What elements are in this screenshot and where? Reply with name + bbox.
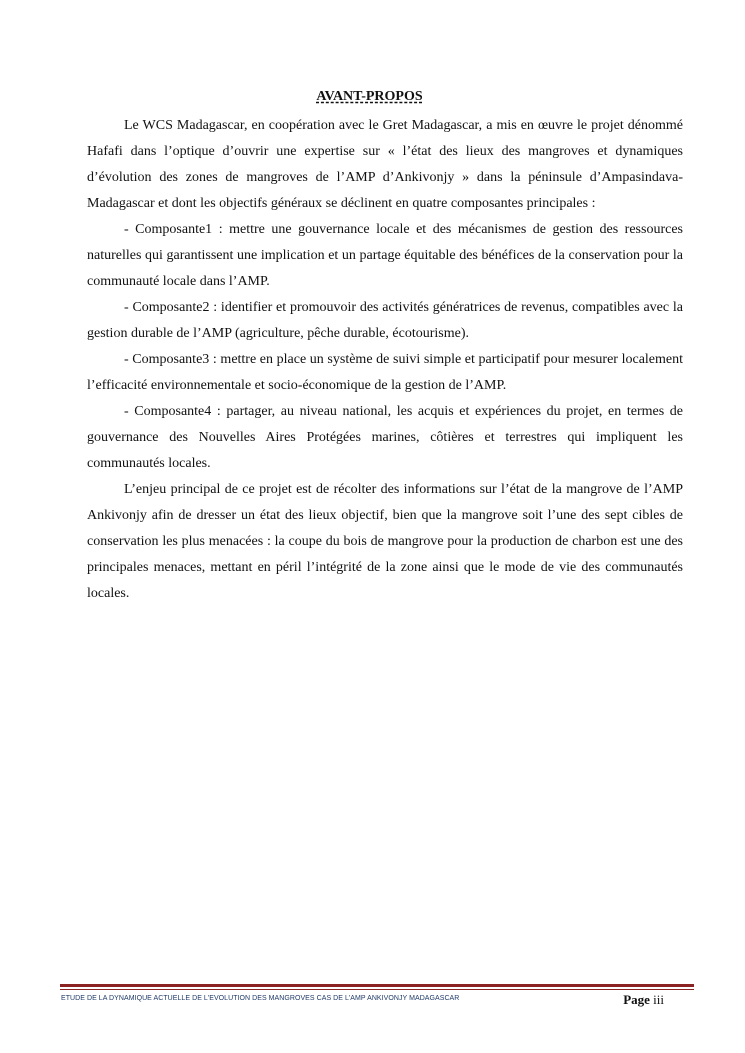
page-number-block — [623, 992, 664, 1008]
footer-rule-thick — [60, 984, 694, 987]
page-label: Page — [623, 992, 650, 1007]
intro-paragraph: Le WCS Madagascar, en coopération avec le Gret Madagascar, a mis en œuvre le projet dénommé Hafafi dans l’optique d’ouvrir une expertise sur « l’état des lieux des mangroves et dynamiques d’évolution des zones de mangroves de l’AMP d’Ankivonjy » dans la péninsule d’Ampasindava-Madagascar et dont les objectifs généraux se déclinent en quatre composantes principales : — [87, 118, 683, 211]
page-title-text: AVANT-PROPOS — [316, 89, 423, 104]
footer-rule-thin — [60, 989, 694, 990]
page-title — [0, 88, 745, 106]
page-number: iii — [653, 992, 664, 1007]
conclusion-paragraph: L’enjeu principal de ce projet est de récolter des informations sur l’état de la mangrove de l’AMP Ankivonjy afin de dresser un état des lieux objectif, bien que la mangrove soit l’une des sept cibles de conservation les plus menacées : la coupe du bois de mangrove pour la production de charbon est une des principales menaces, mettant en péril l’intégrité de la zone ainsi que le mode de vie des communautés locales. — [87, 482, 683, 601]
component-3-paragraph: - Composante3 : mettre en place un système de suivi simple et participatif pour mesurer localement l’efficacité environnementale et socio-économique de la gestion de l’AMP. — [87, 352, 683, 393]
component-2-paragraph: - Composante2 : identifier et promouvoir des activités génératrices de revenus, compatibles avec la gestion durable de l’AMP (agriculture, pêche durable, écotourisme). — [87, 300, 683, 341]
document-body — [87, 113, 683, 607]
component-4-paragraph: - Composante4 : partager, au niveau national, les acquis et expériences du projet, en termes de gouvernance des Nouvelles Aires Protégées marines, côtières et terrestres qui impliquent les communautés locales. — [87, 404, 683, 471]
footer-running-title: ETUDE DE LA DYNAMIQUE ACTUELLE DE L'EVOLUTION DES MANGROVES CAS DE L'AMP ANKIVONJY MADAGASCAR — [61, 995, 460, 1002]
component-1-paragraph: - Composante1 : mettre une gouvernance locale et des mécanismes de gestion des ressources naturelles qui garantissent une implication et un partage équitable des bénéfices de la conservation pour la communauté locale dans l’AMP. — [87, 222, 683, 289]
